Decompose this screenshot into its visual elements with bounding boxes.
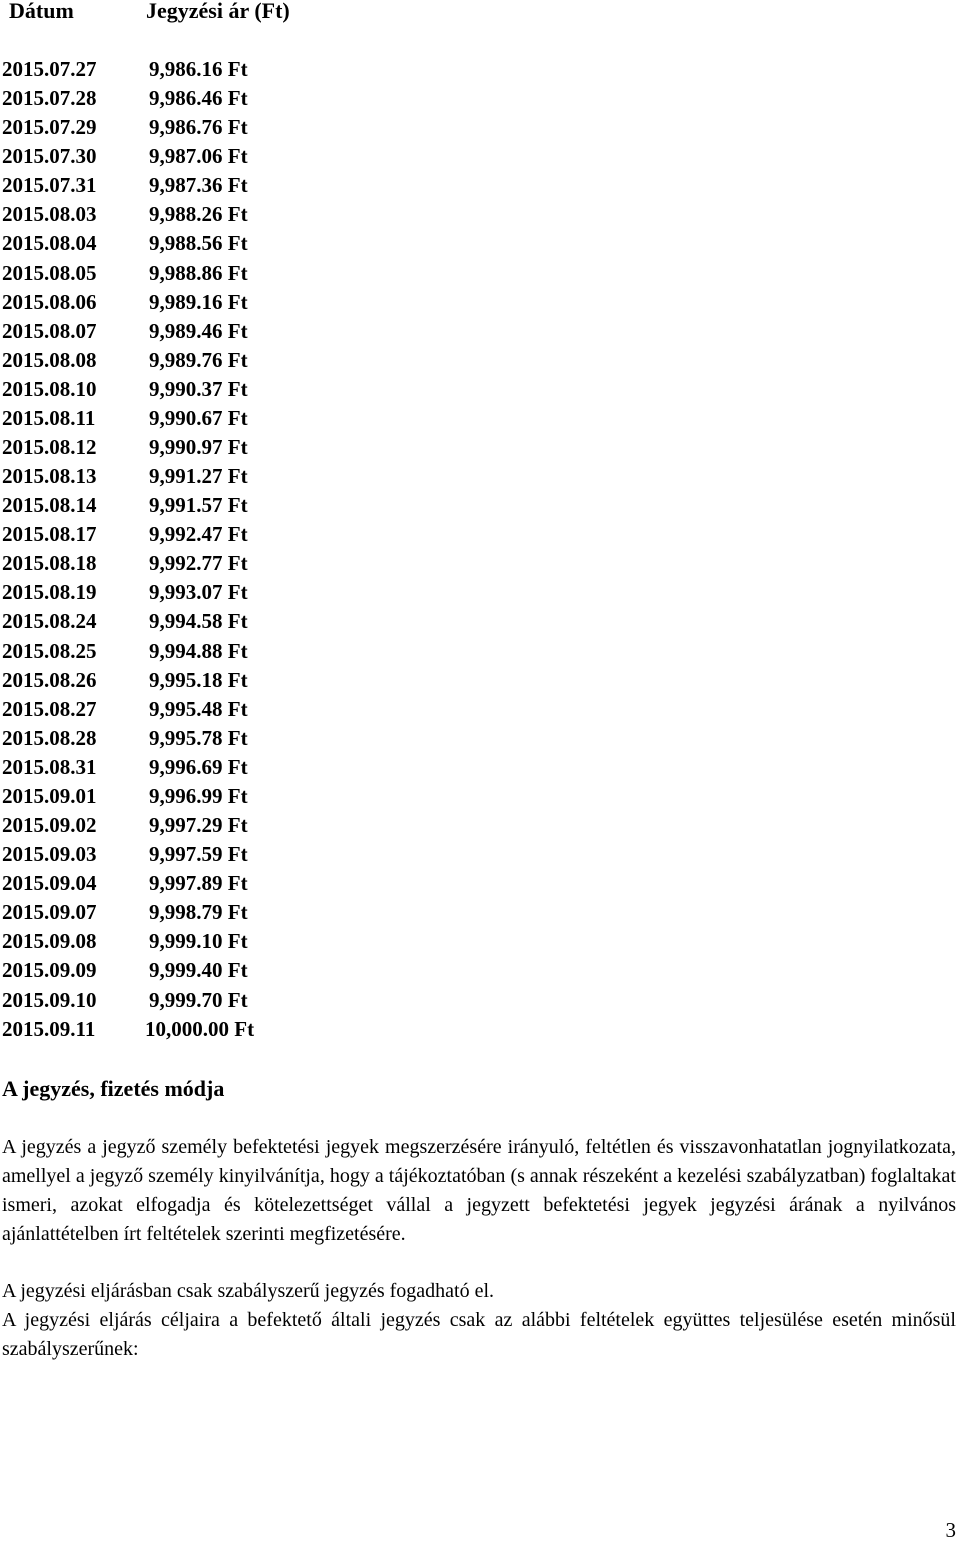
row-date: 2015.08.12 [2,435,97,460]
row-date: 2015.08.10 [2,376,97,401]
row-price: 9,988.26 Ft [149,202,248,227]
paragraph-subscription-definition: A jegyzés a jegyző személy befektetési jegyek megszerzésére irányuló, feltétlen és visszavonhatatlan jognyilatkozata, amellyel a jegyző személy kinyilvánítja, hogy a tájékoztatóban (s annak részeként a kezelési szabályzatban) foglaltakat ismeri, azokat elfogadja és kötelezettséget vállal a jegyzett befektetési jegyek jegyzési árának a nyilvános ajánlattételben írt feltételek szerinti megfizetésére. [2,1136,956,1245]
row-price: 9,997.29 Ft [149,813,248,838]
row-price: 9,994.88 Ft [149,638,248,663]
row-price: 9,988.56 Ft [149,231,248,256]
table-row [0,986,320,1015]
table-row [0,840,320,869]
row-date: 2015.08.27 [2,696,97,721]
table-row [0,753,320,782]
row-date: 2015.09.11 [2,1016,96,1041]
row-date: 2015.08.08 [2,347,97,372]
row-price: 9,995.18 Ft [149,667,248,692]
table-row [0,317,320,346]
date-column-header: Dátum [9,0,74,23]
row-date: 2015.08.18 [2,551,97,576]
row-price: 10,000.00 Ft [145,1016,255,1041]
table-row [0,607,320,636]
row-price: 9,991.27 Ft [149,464,248,489]
row-date: 2015.09.04 [2,871,97,896]
table-row [0,695,320,724]
table-row [0,288,320,317]
row-date: 2015.09.10 [2,987,97,1012]
row-date: 2015.08.14 [2,493,97,518]
table-row [0,898,320,927]
row-date: 2015.08.11 [2,405,96,430]
row-date: 2015.09.09 [2,958,97,983]
row-price: 9,999.70 Ft [149,987,248,1012]
row-date: 2015.08.24 [2,609,97,634]
row-date: 2015.09.02 [2,813,97,838]
table-row [0,578,320,607]
row-date: 2015.08.06 [2,289,97,314]
price-column-header: Jegyzési ár (Ft) [146,0,290,23]
table-row [0,927,320,956]
table-row [0,811,320,840]
row-price: 9,986.76 Ft [149,115,248,140]
row-date: 2015.09.01 [2,783,97,808]
table-row [0,375,320,404]
row-date: 2015.08.04 [2,231,97,256]
row-price: 9,989.76 Ft [149,347,248,372]
row-price: 9,997.59 Ft [149,842,248,867]
table-row [0,462,320,491]
row-date: 2015.08.17 [2,522,97,547]
table-row [0,956,320,985]
row-date: 2015.08.05 [2,260,97,285]
row-price: 9,996.99 Ft [149,783,248,808]
table-row [0,491,320,520]
row-price: 9,998.79 Ft [149,900,248,925]
table-row [0,433,320,462]
row-date: 2015.08.31 [2,754,97,779]
row-price: 9,989.46 Ft [149,318,248,343]
row-price: 9,995.78 Ft [149,725,248,750]
table-row [0,113,320,142]
table-row [0,637,320,666]
price-table [0,55,320,1044]
table-row [0,84,320,113]
page-number: 3 [945,1518,956,1542]
row-date: 2015.08.19 [2,580,97,605]
row-date: 2015.08.26 [2,667,97,692]
table-row [0,171,320,200]
table-row [0,1015,320,1044]
row-price: 9,989.16 Ft [149,289,248,314]
table-row [0,666,320,695]
row-price: 9,995.48 Ft [149,696,248,721]
table-row [0,55,320,84]
row-price: 9,999.40 Ft [149,958,248,983]
row-date: 2015.07.28 [2,86,97,111]
row-date: 2015.09.08 [2,929,97,954]
row-price: 9,987.36 Ft [149,173,248,198]
row-price: 9,996.69 Ft [149,754,248,779]
table-row [0,782,320,811]
row-date: 2015.07.27 [2,57,97,81]
row-price: 9,994.58 Ft [149,609,248,634]
row-price: 9,990.37 Ft [149,376,248,401]
row-price: 9,991.57 Ft [149,493,248,518]
row-date: 2015.09.03 [2,842,97,867]
paragraph-conditions: A jegyzési eljárás céljaira a befektető általi jegyzés csak az alábbi feltételek együttes teljesülése esetén minősül szabályszerűnek: [2,1309,956,1360]
table-row [0,869,320,898]
row-price: 9,992.47 Ft [149,522,248,547]
row-price: 9,992.77 Ft [149,551,248,576]
row-price: 9,999.10 Ft [149,929,248,954]
table-row [0,404,320,433]
row-date: 2015.08.28 [2,725,97,750]
table-row [0,520,320,549]
row-date: 2015.08.07 [2,318,97,343]
row-price: 9,986.16 Ft [149,57,248,81]
table-row [0,549,320,578]
row-date: 2015.07.31 [2,173,97,198]
table-row [0,346,320,375]
row-price: 9,987.06 Ft [149,144,248,169]
table-row [0,229,320,258]
table-row [0,142,320,171]
row-date: 2015.08.03 [2,202,97,227]
row-price: 9,993.07 Ft [149,580,248,605]
row-date: 2015.07.29 [2,115,97,140]
row-price: 9,988.86 Ft [149,260,248,285]
row-date: 2015.07.30 [2,144,97,169]
row-date: 2015.08.25 [2,638,97,663]
table-row [0,259,320,288]
row-price: 9,990.97 Ft [149,435,248,460]
table-row [0,724,320,753]
table-row [0,200,320,229]
row-price: 9,997.89 Ft [149,871,248,896]
row-date: 2015.08.13 [2,464,97,489]
row-date: 2015.09.07 [2,900,97,925]
row-price: 9,986.46 Ft [149,86,248,111]
section-heading: A jegyzés, fizetés módja [2,1076,225,1101]
row-price: 9,990.67 Ft [149,405,248,430]
paragraph-valid-subscription: A jegyzési eljárásban csak szabályszerű jegyzés fogadható el. [2,1280,495,1302]
